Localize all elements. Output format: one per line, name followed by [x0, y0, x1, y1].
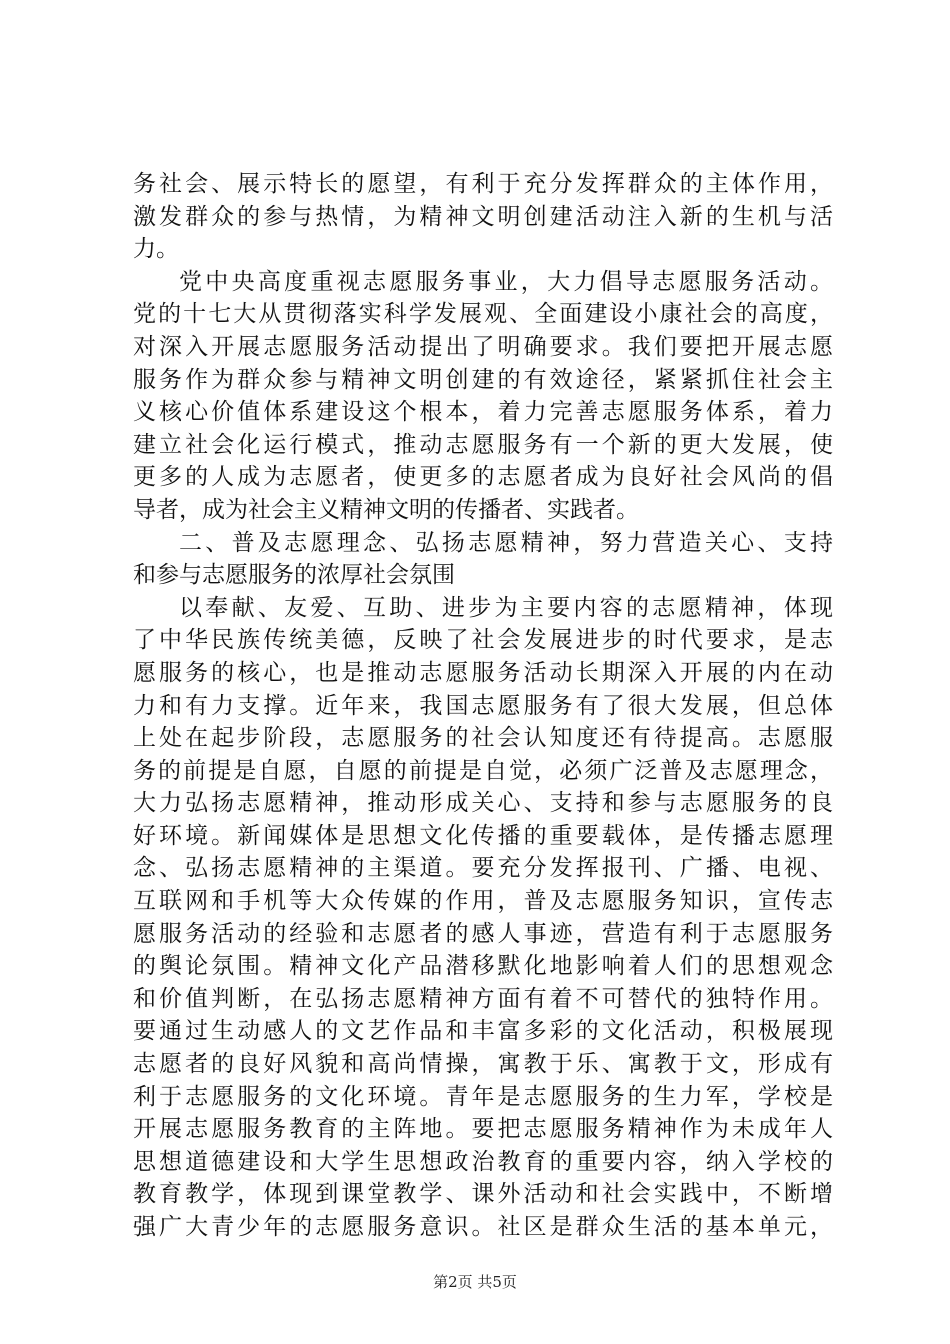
text-line: 好环境。新闻媒体是思想文化传播的重要载体，是传播志愿理 — [133, 822, 833, 849]
text-line: 以奉献、友爱、互助、进步为主要内容的志愿精神，体现 — [179, 594, 833, 621]
text-line: 大力弘扬志愿精神，推动形成关心、支持和参与志愿服务的良 — [133, 790, 833, 817]
text-line: 激发群众的参与热情，为精神文明创建活动注入新的生机与活 — [133, 203, 833, 230]
text-line: 党的十七大从贯彻落实科学发展观、全面建设小康社会的高度， — [133, 301, 833, 328]
text-line: 务社会、展示特长的愿望，有利于充分发挥群众的主体作用， — [133, 171, 833, 197]
text-line: 志愿者的良好风貌和高尚情操，寓教于乐、寓教于文，形成有 — [133, 1051, 833, 1078]
text-line: 要通过生动感人的文艺作品和丰富多彩的文化活动，积极展现 — [133, 1018, 833, 1045]
text-line: 的舆论氛围。精神文化产品潜移默化地影响着人们的思想观念 — [133, 953, 833, 980]
text-line: 念、弘扬志愿精神的主渠道。要充分发挥报刊、广播、电视、 — [133, 855, 833, 882]
text-line: 更多的人成为志愿者，使更多的志愿者成为良好社会风尚的倡 — [133, 464, 833, 491]
text-line: 建立社会化运行模式，推动志愿服务有一个新的更大发展，使 — [133, 431, 833, 458]
text-line: 务的前提是自愿，自愿的前提是自觉，必须广泛普及志愿理念， — [133, 757, 833, 784]
text-line: 服务作为群众参与精神文明创建的有效途径，紧紧抓住社会主 — [133, 366, 833, 393]
text-line: 对深入开展志愿服务活动提出了明确要求。我们要把开展志愿 — [133, 333, 833, 360]
text-line: 导者，成为社会主义精神文明的传播者、实践者。 — [133, 496, 639, 523]
text-line: 互联网和手机等大众传媒的作用，普及志愿服务知识，宣传志 — [133, 888, 833, 915]
text-line: 开展志愿服务教育的主阵地。要把志愿服务精神作为未成年人 — [133, 1116, 833, 1143]
body-text — [133, 168, 833, 1244]
text-line: 了中华民族传统美德，反映了社会发展进步的时代要求，是志 — [133, 627, 833, 654]
text-line: 党中央高度重视志愿服务事业，大力倡导志愿服务活动。 — [179, 268, 833, 295]
text-line: 愿服务的核心，也是推动志愿服务活动长期深入开展的内在动 — [133, 659, 833, 686]
text-line: 二、普及志愿理念、弘扬志愿精神，努力营造关心、支持 — [179, 529, 833, 556]
text-line: 力和有力支撑。近年来，我国志愿服务有了很大发展，但总体 — [133, 692, 833, 719]
text-line: 强广大青少年的志愿服务意识。社区是群众生活的基本单元， — [133, 1214, 833, 1240]
text-line: 教育教学，体现到课堂教学、课外活动和社会实践中，不断增 — [133, 1181, 833, 1208]
text-line: 上处在起步阶段，志愿服务的社会认知度还有待提高。志愿服 — [133, 725, 833, 752]
text-line: 利于志愿服务的文化环境。青年是志愿服务的生力军，学校是 — [133, 1083, 833, 1110]
text-line: 力。 — [133, 236, 179, 263]
text-line: 愿服务活动的经验和志愿者的感人事迹，营造有利于志愿服务 — [133, 920, 833, 947]
text-line: 思想道德建设和大学生思想政治教育的重要内容，纳入学校的 — [133, 1148, 833, 1175]
text-line: 和参与志愿服务的浓厚社会氛围 — [133, 562, 455, 589]
text-line: 义核心价值体系建设这个根本，着力完善志愿服务体系，着力 — [133, 399, 833, 426]
page-footer: 第2页 共5页 — [433, 1273, 517, 1291]
text-line: 和价值判断，在弘扬志愿精神方面有着不可替代的独特作用。 — [133, 985, 833, 1012]
